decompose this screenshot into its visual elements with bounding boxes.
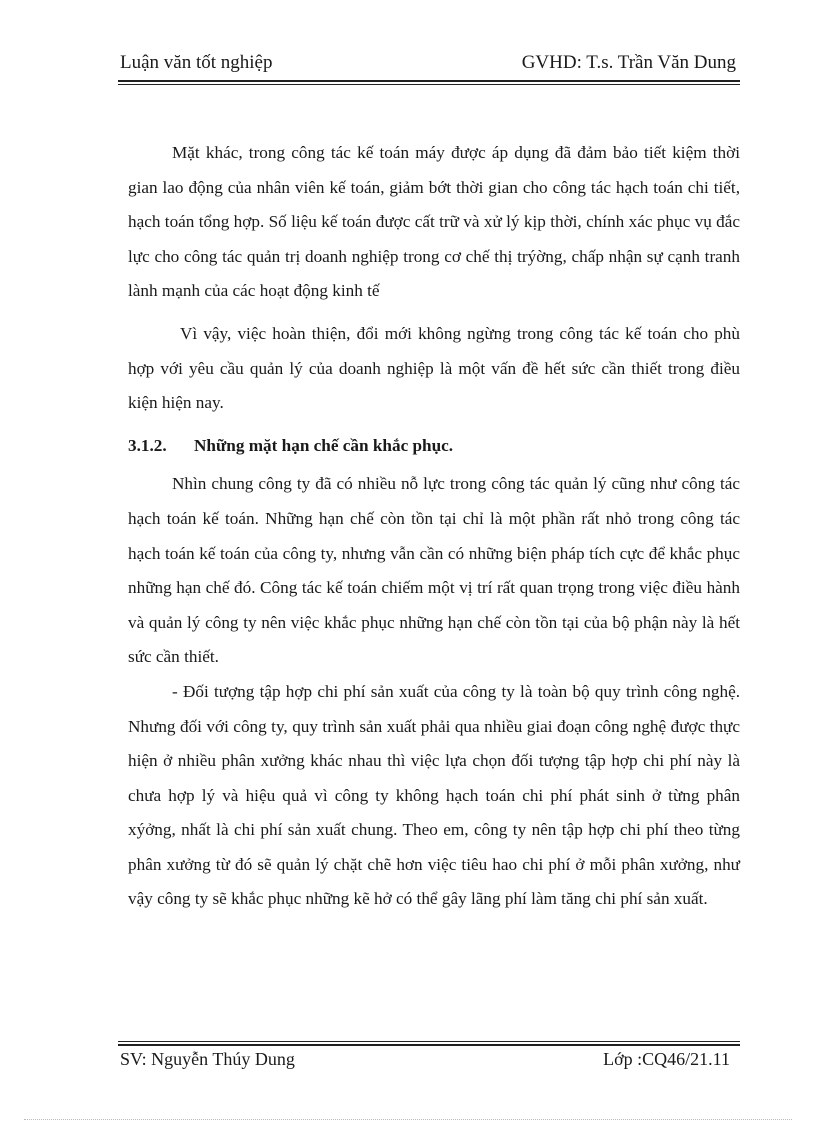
paragraph: Nhìn chung công ty đã có nhiều nỗ lực trong công tác quản lý cũng như công tác hạch toán kế toán. Những hạn chế còn tồn tại chỉ là một phần rất nhỏ trong công tác hạch toán kế toán của công ty, nhưng vẫn cần có những biện pháp tích cực để khắc phục những hạn chế đó. Công tác kế toán chiếm một vị trí rất quan trọng trong việc điều hành và quản lý công ty nên việc khắc phục những hạn chế còn tồn tại của bộ phận này là hết sức cần thiết. xyxy=(128,474,740,667)
footer-class-code: Lớp :CQ46/21.11 xyxy=(603,1049,730,1069)
header-supervisor: GVHD: T.s. Trần Văn Dung xyxy=(521,52,736,73)
footer-student-name: SV: Nguyễn Thúy Dung xyxy=(120,1049,295,1069)
page-bottom-dotted-line xyxy=(24,1119,792,1120)
section-number: 3.1.2. xyxy=(128,435,167,455)
section-heading xyxy=(128,429,740,464)
document-body xyxy=(128,136,740,917)
header-rule-thick xyxy=(118,80,740,82)
page-header xyxy=(118,52,738,78)
footer-rule-thin xyxy=(118,1041,740,1042)
section-title: Những mặt hạn chế cần khắc phục. xyxy=(194,435,454,455)
header-thesis-title: Luận văn tốt nghiệp xyxy=(120,52,273,73)
paragraph: - Đối tượng tập hợp chi phí sản xuất của công ty là toàn bộ quy trình công nghệ. Nhưng đối với công ty, quy trình sản xuất phải qua nhiều giai đoạn công nghệ được thực hiện ở nhiều phân xưởng khác nhau thì việc lựa chọn đối tượng tập hợp chi phí này là chưa hợp lý và hiệu quả vì công ty không hạch toán chi phí phát sinh ở từng phân xýởng, nhất là chi phí sản xuất chung. Theo em, công ty nên tập hợp chi phí theo từng phân xưởng từ đó sẽ quản lý chặt chẽ hơn việc tiêu hao chi phí ở mỗi phân xưởng, như vậy công ty sẽ khắc phục những kẽ hở có thể gây lãng phí làm tăng chi phí sản xuất. xyxy=(128,681,740,909)
header-rule-thin xyxy=(118,84,740,85)
footer-rule-thick xyxy=(118,1044,740,1046)
paragraph: Mặt khác, trong công tác kế toán máy được áp dụng đã đảm bảo tiết kiệm thời gian lao động của nhân viên kế toán, giảm bớt thời gian cho công tác hạch toán chi tiết, hạch toán tổng hợp. Số liệu kế toán được cất trữ và xử lý kịp thời, chính xác phục vụ đắc lực cho công tác quản trị doanh nghiệp trong cơ chế thị trýờng, chấp nhận sự cạnh tranh lành mạnh của các hoạt động kinh tế xyxy=(128,143,740,301)
paragraph: Vì vậy, việc hoàn thiện, đổi mới không ngừng trong công tác kế toán cho phù hợp với yêu cầu quản lý của doanh nghiệp là một vấn đề hết sức cần thiết trong điều kiện hiện nay. xyxy=(128,323,740,413)
